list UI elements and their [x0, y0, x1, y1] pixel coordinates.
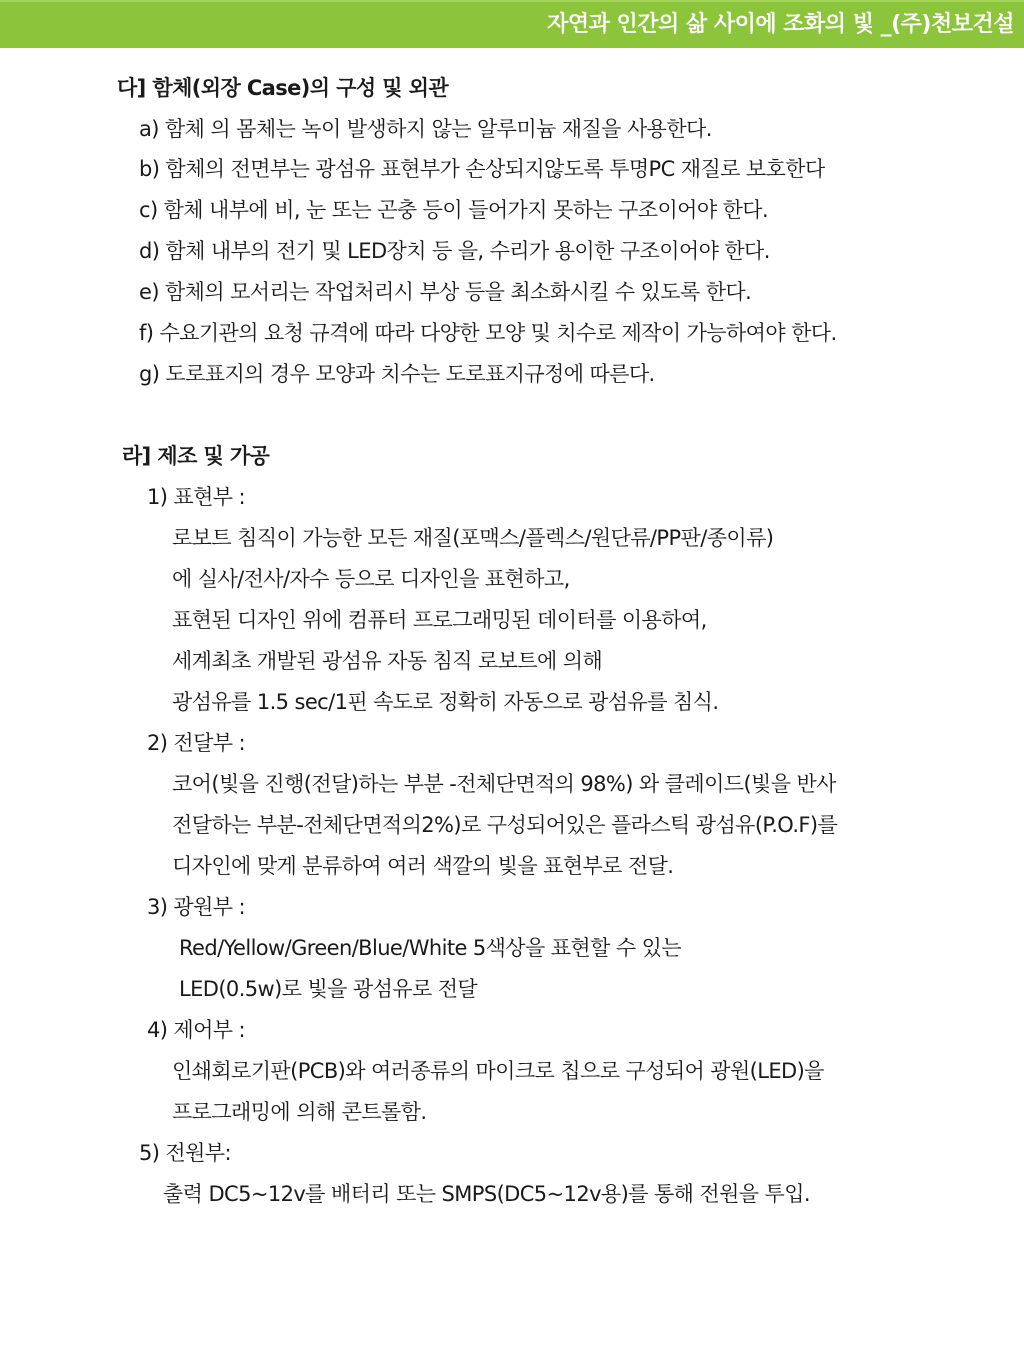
paragraph-line: 로보트 침직이 가능한 모든 재질(포맥스/플렉스/원단류/PP판/종이류)	[172, 526, 774, 550]
paragraph-line: 세계최초 개발된 광섬유 자동 침직 로보트에 의해	[172, 649, 603, 673]
paragraph-line: 광섬유를 1.5 sec/1핀 속도로 정확히 자동으로 광섬유를 침식.	[172, 690, 719, 714]
list-item: a) 함체 의 몸체는 녹이 발생하지 않는 알루미늄 재질을 사용한다.	[139, 117, 712, 141]
subsection-title: 5) 전원부:	[139, 1141, 231, 1165]
header-title: 자연과 인간의 삶 사이에 조화의 빛 _(주)천보건설	[547, 12, 1014, 37]
paragraph-line: 프로그래밍에 의해 콘트롤함.	[172, 1100, 427, 1124]
paragraph-line: 에 실사/전사/자수 등으로 디자인을 표현하고,	[172, 567, 570, 591]
section-heading-manufacturing: 라] 제조 및 가공	[122, 444, 270, 468]
paragraph-line: 코어(빛을 진행(전달)하는 부분 -전체단면적의 98%) 와 클레이드(빛을 반사	[172, 772, 836, 796]
list-item: b) 함체의 전면부는 광섬유 표현부가 손상되지않도록 투명PC 재질로 보호한다	[139, 157, 825, 181]
paragraph-line: 인쇄회로기판(PCB)와 여러종류의 마이크로 칩으로 구성되어 광원(LED)을	[172, 1059, 824, 1083]
list-item: e) 함체의 모서리는 작업처리시 부상 등을 최소화시킬 수 있도록 한다.	[139, 280, 752, 304]
paragraph-line: LED(0.5w)로 빛을 광섬유로 전달	[179, 977, 478, 1001]
paragraph-line: 디자인에 맞게 분류하여 여러 색깔의 빛을 표현부로 전달.	[172, 854, 674, 878]
subsection-title: 1) 표현부 :	[147, 485, 246, 509]
list-item: g) 도로표지의 경우 모양과 치수는 도로표지규정에 따른다.	[139, 362, 655, 386]
paragraph-line: 표현된 디자인 위에 컴퓨터 프로그래밍된 데이터를 이용하여,	[172, 608, 707, 632]
header-bar	[0, 0, 1024, 48]
subsection-title: 4) 제어부 :	[147, 1018, 246, 1042]
section-heading-enclosure: 다] 함체(외장 Case)의 구성 및 외관	[117, 76, 449, 100]
subsection-title: 3) 광원부 :	[147, 895, 246, 919]
paragraph-line: 출력 DC5~12v를 배터리 또는 SMPS(DC5~12v용)를 통해 전원을 투입.	[163, 1182, 810, 1206]
list-item: c) 함체 내부에 비, 눈 또는 곤충 등이 들어가지 못하는 구조이어야 한다.	[139, 198, 769, 222]
subsection-title: 2) 전달부 :	[147, 731, 246, 755]
list-item: f) 수요기관의 요청 규격에 따라 다양한 모양 및 치수로 제작이 가능하여야 한다.	[139, 321, 837, 345]
paragraph-line: Red/Yellow/Green/Blue/White 5색상을 표현할 수 있는	[179, 936, 682, 960]
paragraph-line: 전달하는 부분-전체단면적의2%)로 구성되어있은 플라스틱 광섬유(P.O.F)를	[172, 813, 838, 837]
list-item: d) 함체 내부의 전기 및 LED장치 등 을, 수리가 용이한 구조이어야 한다.	[139, 239, 770, 263]
